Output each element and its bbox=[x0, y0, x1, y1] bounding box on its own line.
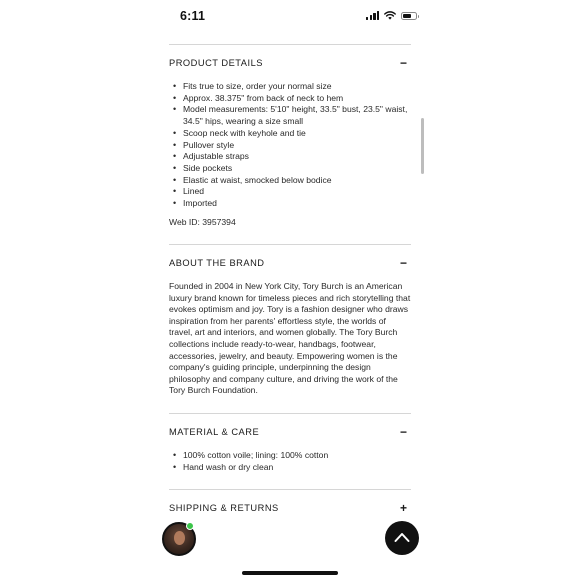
list-item: • Side pockets bbox=[169, 163, 409, 175]
divider bbox=[169, 413, 411, 414]
list-item: • Model measurements: 5'10" height, 33.5" bust, 23.5" waist, 34.5" hips, wearing a size small bbox=[169, 104, 409, 127]
home-indicator[interactable] bbox=[242, 571, 338, 575]
list-item: • Elastic at waist, smocked below bodice bbox=[169, 175, 409, 187]
material-care-header[interactable] bbox=[169, 423, 411, 443]
battery-icon bbox=[401, 12, 417, 20]
scrollbar[interactable] bbox=[421, 118, 424, 174]
status-bar bbox=[0, 0, 580, 34]
list-item: • Pullover style bbox=[169, 140, 409, 152]
online-status-dot bbox=[186, 522, 194, 530]
web-id: Web ID: 3957394 bbox=[169, 217, 236, 227]
scroll-to-top-button[interactable] bbox=[385, 521, 419, 555]
list-item: • Fits true to size, order your normal size bbox=[169, 81, 409, 93]
list-item: • Scoop neck with keyhole and tie bbox=[169, 128, 409, 140]
list-item: • Lined bbox=[169, 186, 409, 198]
section-title: PRODUCT DETAILS bbox=[169, 58, 263, 68]
material-care-list bbox=[169, 450, 409, 473]
list-item: • Imported bbox=[169, 198, 409, 210]
about-brand-header[interactable] bbox=[169, 254, 411, 274]
section-title: SHIPPING & RETURNS bbox=[169, 503, 279, 513]
divider bbox=[169, 489, 411, 490]
status-time: 6:11 bbox=[180, 9, 206, 23]
brand-description: Founded in 2004 in New York City, Tory Burch is an American luxury brand known for timeless pieces and rich storytelling that evokes optimism and joy. Tory is a fashion designer who draws inspiration from her parents' effortless style, the worlds of travel, art and interiors, and women globally. The Tory Burch collections include ready-to-wear, handbags, footwear, accessories, jewelry, and beauty. Empowering women is the company's guiding principle, underpinning the design philosophy and company culture, and driving the work of the Tory Burch Foundation. bbox=[169, 281, 411, 396]
divider bbox=[169, 244, 411, 245]
collapse-icon[interactable]: − bbox=[399, 56, 407, 70]
chevron-up-icon bbox=[394, 531, 410, 543]
section-title: ABOUT THE BRAND bbox=[169, 258, 265, 268]
status-icons bbox=[366, 11, 417, 20]
product-details-header[interactable] bbox=[169, 54, 411, 74]
list-item: • 100% cotton voile; lining: 100% cotton bbox=[169, 450, 409, 462]
cellular-signal-icon bbox=[366, 11, 379, 20]
shipping-returns-header[interactable] bbox=[169, 499, 411, 519]
list-item: • Adjustable straps bbox=[169, 151, 409, 163]
expand-icon[interactable]: + bbox=[399, 501, 407, 515]
collapse-icon[interactable]: − bbox=[399, 425, 407, 439]
collapse-icon[interactable]: − bbox=[399, 256, 407, 270]
list-item: • Approx. 38.375" from back of neck to hem bbox=[169, 93, 409, 105]
section-title: MATERIAL & CARE bbox=[169, 427, 260, 437]
wifi-icon bbox=[384, 11, 396, 20]
divider bbox=[169, 44, 411, 45]
avatar-face bbox=[174, 531, 185, 545]
list-item: • Hand wash or dry clean bbox=[169, 462, 409, 474]
product-details-list bbox=[169, 81, 409, 210]
